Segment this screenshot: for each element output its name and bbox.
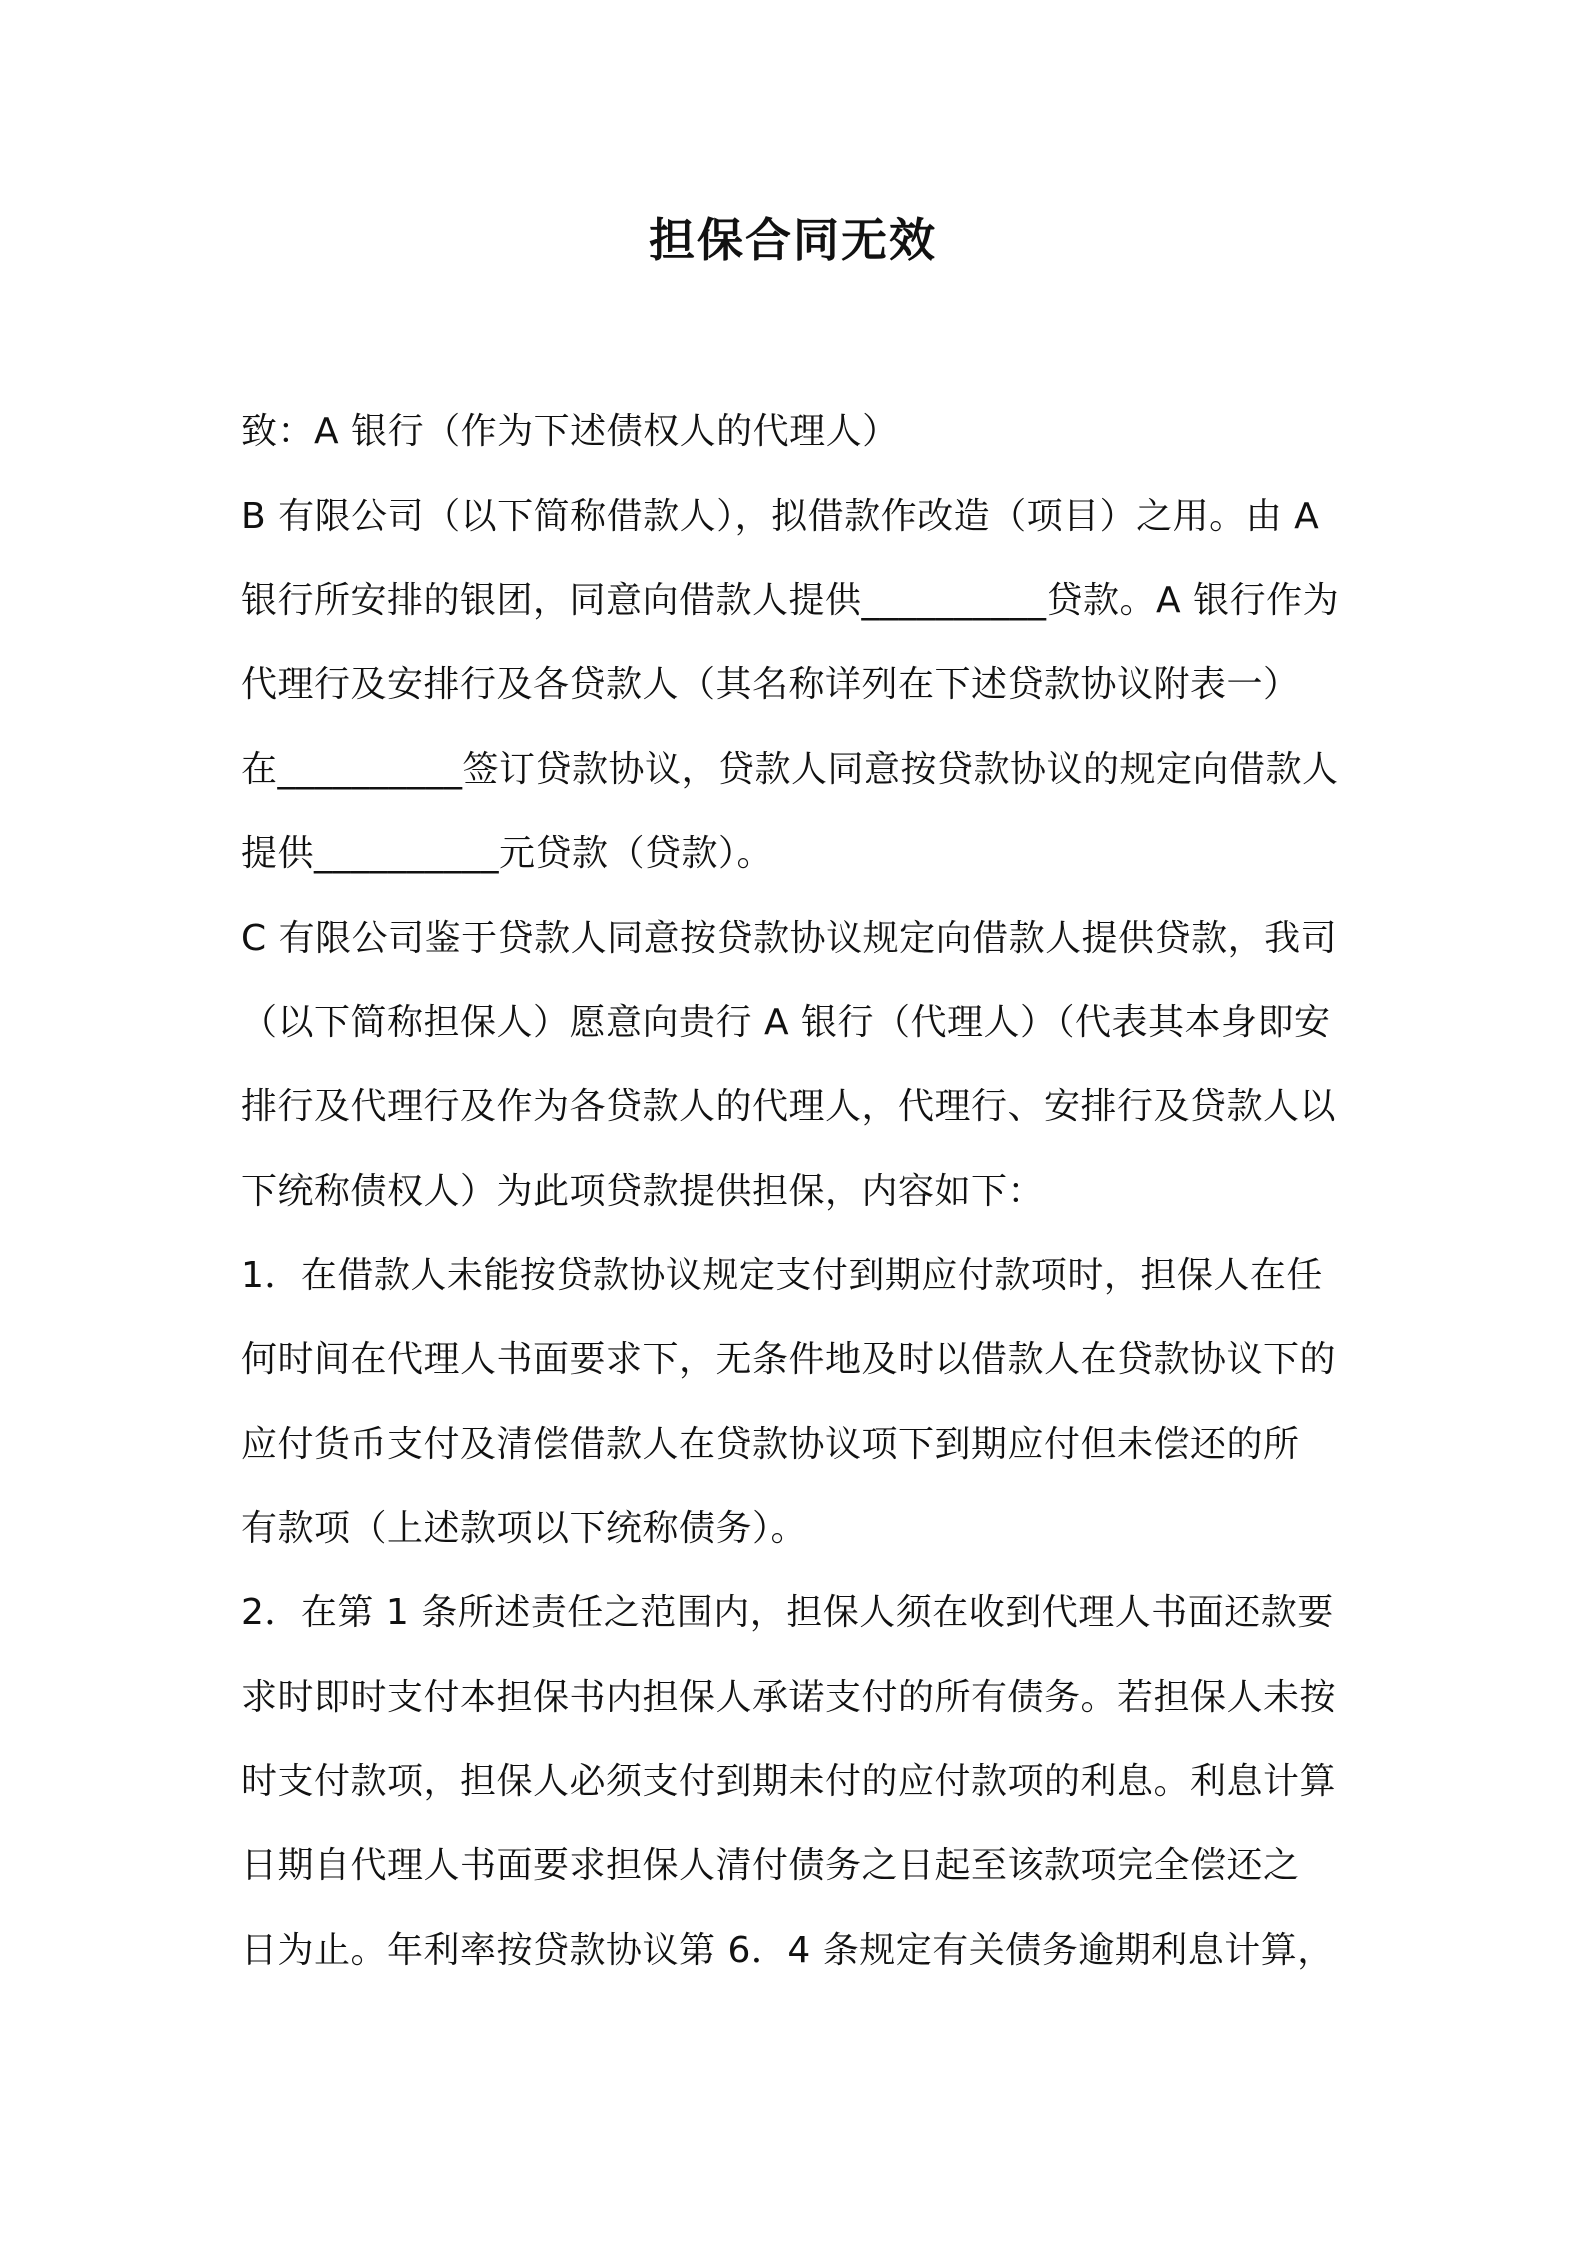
body-text-line: 银行所安排的银团，同意向借款人提供__________贷款。A 银行作为 — [241, 580, 1340, 621]
document-title: 担保合同无效 — [649, 213, 937, 267]
body-text-line: 在__________签订贷款协议，贷款人同意按贷款协议的规定向借款人 — [241, 749, 1339, 790]
clause-2-line: 日为止。年利率按贷款协议第 6．4 条规定有关债务逾期利息计算， — [241, 1930, 1334, 1971]
clause-1-line: 何时间在代理人书面要求下，无条件地及时以借款人在贷款协议下的 — [241, 1339, 1337, 1380]
body-text-line: 提供__________元贷款（贷款）。 — [241, 833, 774, 874]
body-text-line: （以下简称担保人）愿意向贵行 A 银行（代理人）（代表其本身即安 — [241, 1002, 1331, 1043]
body-text-line: 排行及代理行及作为各贷款人的代理人，代理行、安排行及贷款人以 — [241, 1086, 1337, 1127]
clause-2-line: 日期自代理人书面要求担保人清付债务之日起至该款项完全偿还之 — [241, 1845, 1300, 1886]
clause-1-line: 1．在借款人未能按贷款协议规定支付到期应付款项时，担保人在任 — [241, 1255, 1323, 1296]
body-text-line: 代理行及安排行及各贷款人（其名称详列在下述贷款协议附表一） — [241, 664, 1300, 705]
clause-1-line: 有款项（上述款项以下统称债务）。 — [241, 1508, 808, 1549]
clause-2-line: 2．在第 1 条所述责任之范围内，担保人须在收到代理人书面还款要 — [241, 1592, 1334, 1633]
body-text-line: C 有限公司鉴于贷款人同意按贷款协议规定向借款人提供贷款，我司 — [241, 918, 1338, 959]
clause-1-line: 应付货币支付及清偿借款人在贷款协议项下到期应付但未偿还的所 — [241, 1424, 1300, 1465]
body-text-line: B 有限公司（以下简称借款人），拟借款作改造（项目）之用。由 A — [241, 496, 1320, 537]
addressee-line: 致：A 银行（作为下述债权人的代理人） — [241, 411, 899, 452]
clause-2-line: 求时即时支付本担保书内担保人承诺支付的所有债务。若担保人未按 — [241, 1677, 1337, 1718]
clause-2-line: 时支付款项，担保人必须支付到期未付的应付款项的利息。利息计算 — [241, 1761, 1337, 1802]
body-text-line: 下统称债权人）为此项贷款提供担保，内容如下： — [241, 1171, 1045, 1212]
